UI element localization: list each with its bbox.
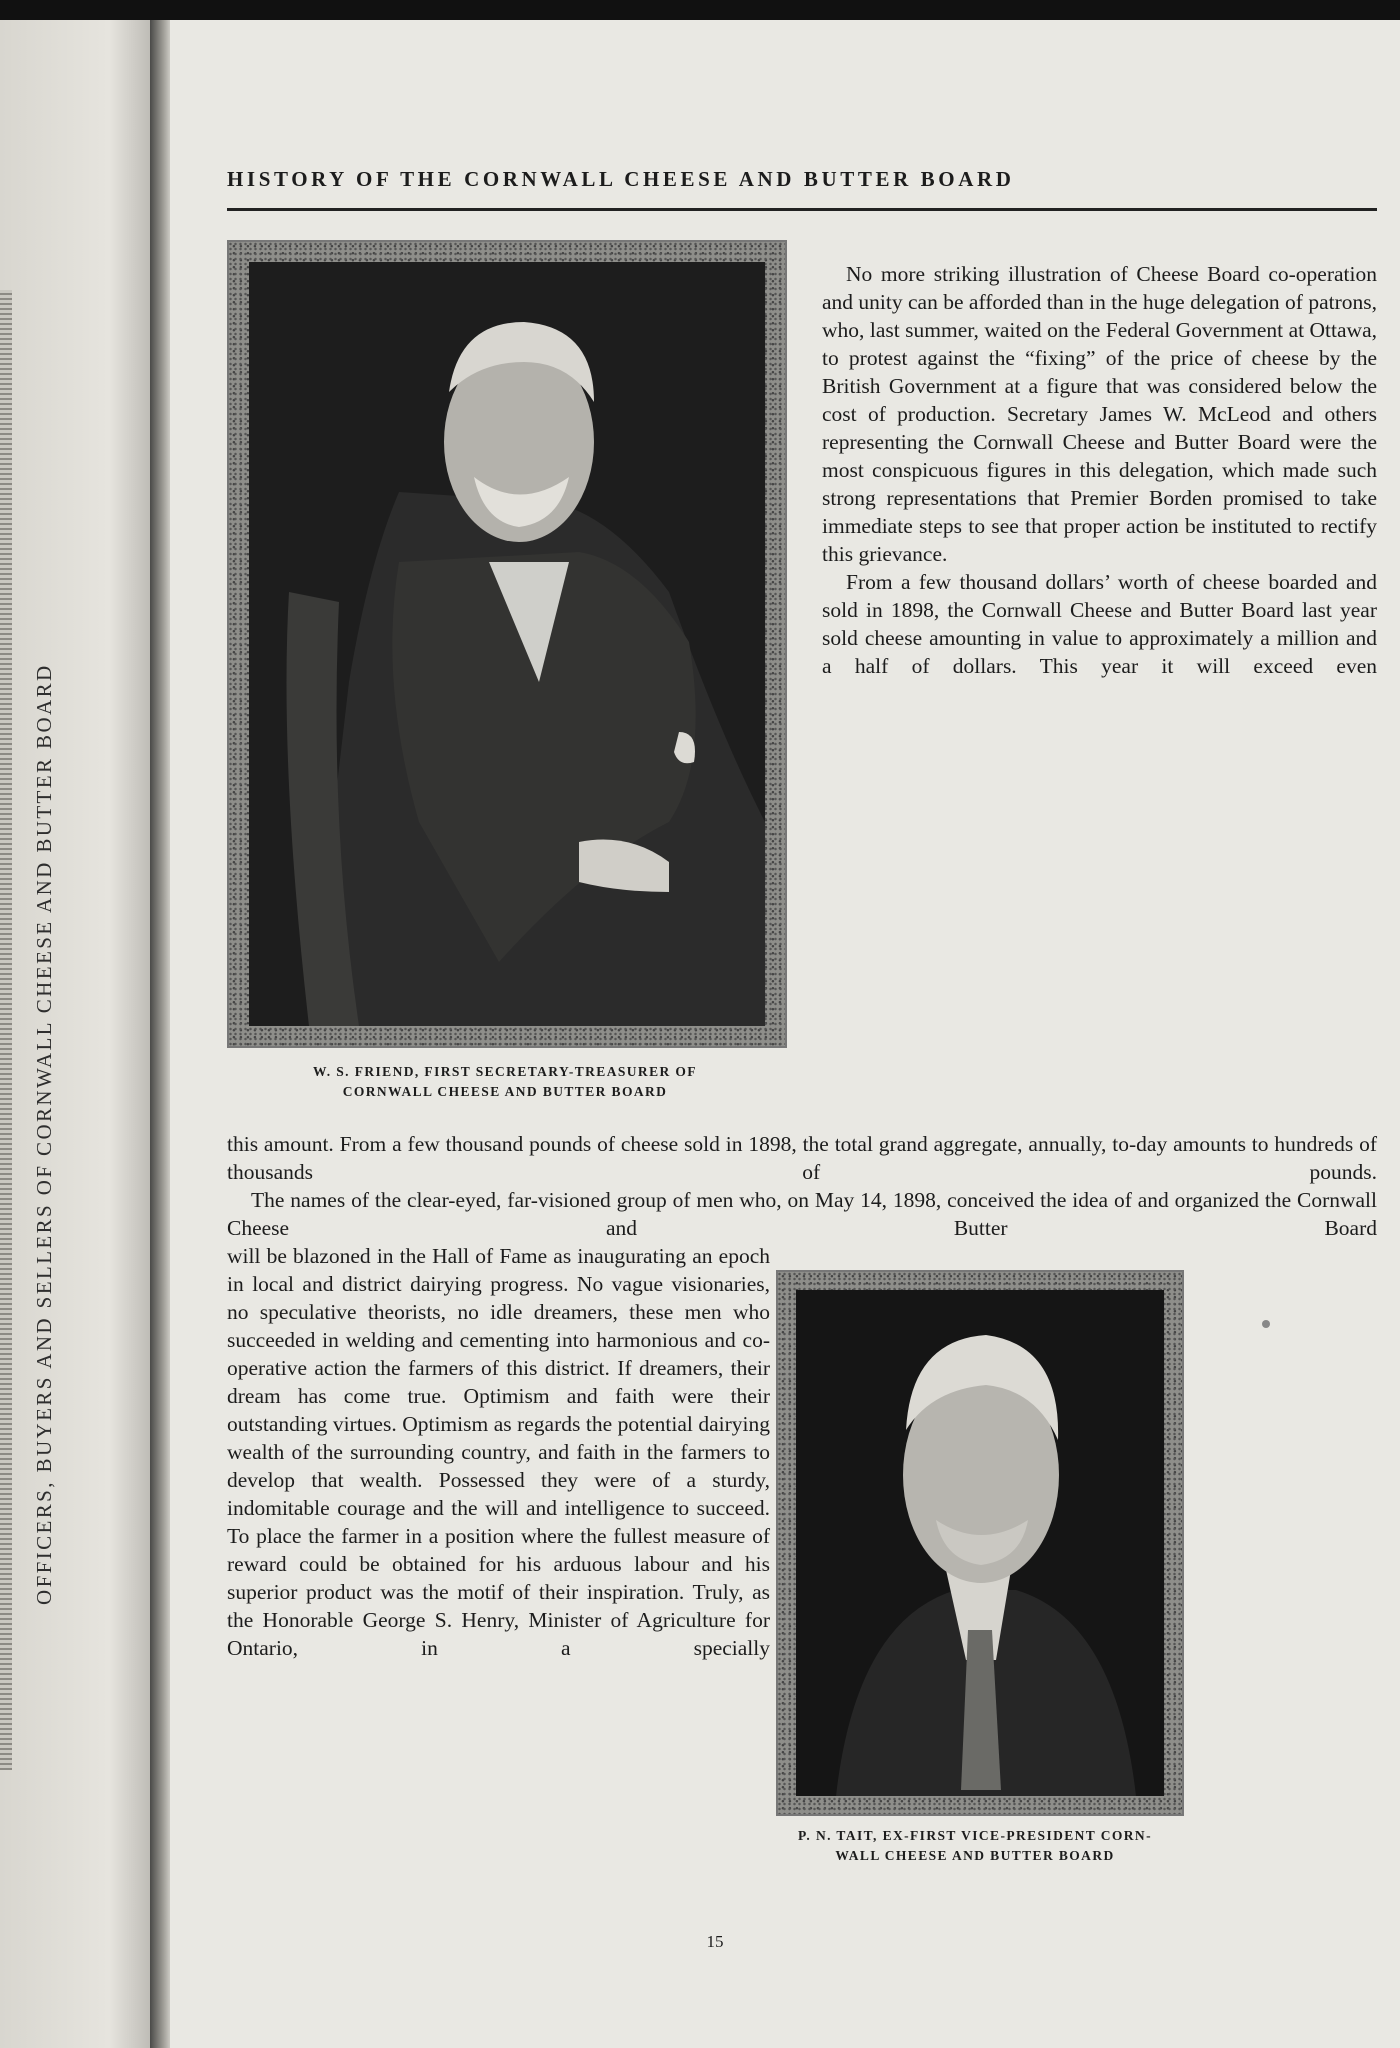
text-column-right	[822, 260, 1377, 680]
portrait-image-tait	[796, 1290, 1164, 1796]
caption-friend-line2: CORNWALL CHEESE AND BUTTER BOARD	[342, 1084, 668, 1099]
header-rule	[227, 208, 1377, 211]
paragraph-sales-start: From a few thousand dollars’ worth of cheese boarded and sold in 1898, the Cornwall Cheese and Butter Board last year sold cheese amounting in value to approximately a million and a half of dollars. This year it will exceed even	[822, 570, 1377, 678]
document-page	[170, 20, 1400, 2048]
caption-friend-line1: W. S. FRIEND, FIRST SECRETARY-TREASURER OF	[313, 1064, 697, 1079]
facing-page-edge	[0, 20, 156, 2048]
page-number: 15	[706, 1932, 724, 1951]
running-head: HISTORY OF THE CORNWALL CHEESE AND BUTTER BOARD	[227, 167, 1015, 191]
book-gutter	[150, 20, 172, 2048]
portrait-image-friend	[249, 262, 765, 1026]
caption-tait-line2: WALL CHEESE AND BUTTER BOARD	[835, 1848, 1115, 1863]
photo-caption-friend	[210, 1062, 800, 1102]
paragraph-delegation: No more striking illustration of Cheese Board co-operation and unity can be afforded than in the huge delegation of patrons, who, last summer, waited on the Federal Government at Ottawa, to protest against the “fixing” of the price of cheese by the British Government at a figure that was considered below the cost of production. Secretary James W. McLeod and others representing the Cornwall Cheese and Butter Board were the most conspicuous figures in this delegation, which made such strong representations that Premier Borden promised to take immediate steps to see that proper action be instituted to rectify this grievance.	[822, 262, 1377, 566]
text-column-left	[227, 1242, 770, 1662]
paragraph-sales-end: this amount. From a few thousand pounds of cheese sold in 1898, the total grand aggregate, annually, to-day amounts to hundreds of thousands of pounds.	[227, 1132, 1377, 1184]
portrait-photo-friend	[249, 262, 765, 1026]
photo-caption-tait	[750, 1826, 1200, 1866]
scan-speck	[1262, 1320, 1270, 1328]
facing-page-spine-title: OFFICERS, BUYERS AND SELLERS OF CORNWALL CHEESE AND BUTTER BOARD	[32, 663, 56, 1605]
scan-top-border	[0, 0, 1400, 20]
caption-tait-line1: P. N. TAIT, EX-FIRST VICE-PRESIDENT CORN-	[798, 1828, 1152, 1843]
paragraph-founders-start: The names of the clear-eyed, far-visioned group of men who, on May 14, 1898, conceived the idea of and organized the Cornwall Cheese and Butter Board	[227, 1188, 1377, 1240]
portrait-photo-tait	[796, 1290, 1164, 1796]
paragraph-founders-body: will be blazoned in the Hall of Fame as inaugurating an epoch in local and district dairying progress. No vague visionaries, no speculative theorists, no idle dreamers, these men who succeeded in welding and cementing into harmonious and co-operative action the farmers of this district. If dreamers, their dream has come true. Optimism and faith were their outstanding virtues. Optimism as regards the potential dairying wealth of the surrounding country, and faith in the farmers to develop that wealth. Possessed they were of a sturdy, indomitable courage and the will and intelligence to succeed. To place the farmer in a position where the fullest measure of reward could be obtained for his arduous labour and his superior product was the motif of their inspiration. Truly, as the Honorable George S. Henry, Minister of Agriculture for Ontario, in a specially	[227, 1244, 770, 1660]
facing-page-border	[0, 290, 12, 1770]
text-full-width	[227, 1130, 1377, 1242]
portrait-frame-friend	[227, 240, 787, 1048]
portrait-frame-tait	[776, 1270, 1184, 1816]
